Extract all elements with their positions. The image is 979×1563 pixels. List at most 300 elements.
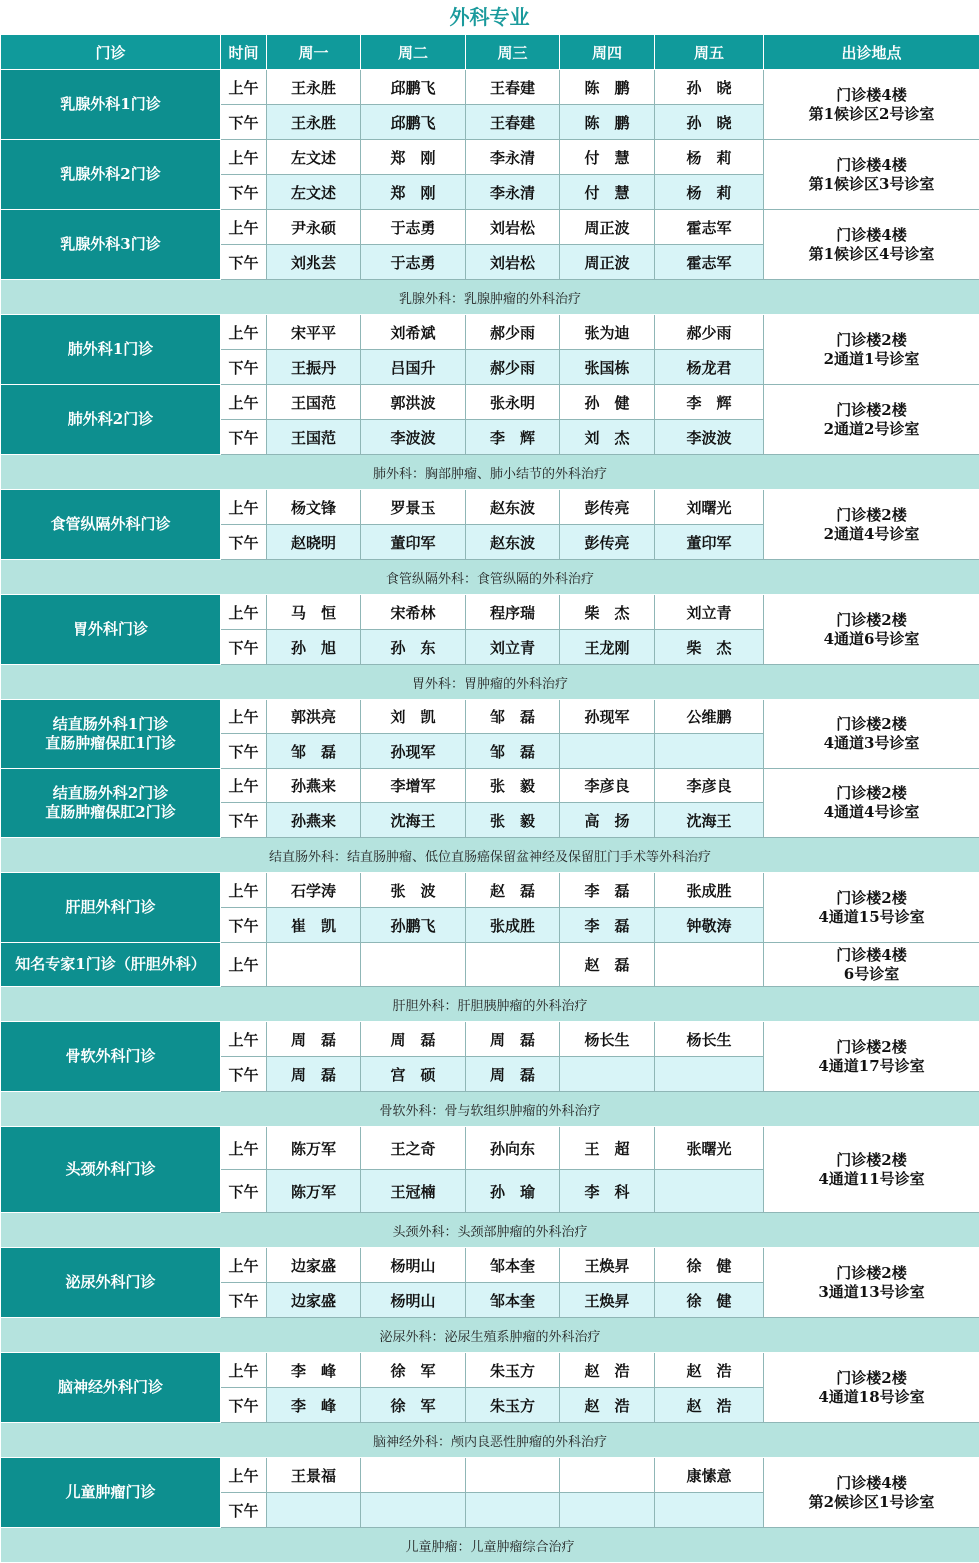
schedule-row	[1, 70, 979, 105]
location-line: 门诊楼4楼	[764, 226, 979, 245]
doctor-cell: 朱玉方	[466, 1353, 560, 1388]
doctor-cell: 公维鹏	[655, 700, 764, 734]
doctor-cell: 李彦良	[655, 769, 764, 803]
doctor-cell: 刘希斌	[361, 315, 466, 350]
doctor-cell: 李 科	[560, 1170, 655, 1213]
department-description: 胃外科：胃肿瘤的外科治疗	[1, 665, 979, 700]
clinic-location	[764, 769, 979, 838]
doctor-cell: 宋平平	[267, 315, 361, 350]
clinic-name-line: 泌尿外科门诊	[1, 1273, 220, 1292]
clinic-name-line: 直肠肿瘤保肛2门诊	[1, 803, 220, 822]
clinic-location	[764, 210, 979, 280]
doctor-cell: 霍志军	[655, 245, 764, 280]
clinic-name	[1, 385, 221, 455]
session-time: 上午	[221, 1022, 267, 1057]
department-description: 儿童肿瘤：儿童肿瘤综合治疗	[1, 1528, 979, 1563]
session-time: 下午	[221, 1170, 267, 1213]
doctor-cell	[466, 1493, 560, 1528]
doctor-cell: 杨文锋	[267, 490, 361, 525]
doctor-cell: 孙 健	[560, 385, 655, 420]
location-line: 4通道4号诊室	[764, 803, 979, 822]
doctor-cell: 王冠楠	[361, 1170, 466, 1213]
doctor-cell: 柴 杰	[655, 630, 764, 665]
doctor-cell: 康愫意	[655, 1458, 764, 1493]
department-description-row	[1, 455, 979, 490]
session-time: 上午	[221, 70, 267, 105]
clinic-name-line: 结直肠外科1门诊	[1, 715, 220, 734]
schedule-row	[1, 769, 979, 803]
doctor-cell: 马 恒	[267, 595, 361, 630]
doctor-cell: 赵 浩	[655, 1388, 764, 1423]
location-line: 4通道6号诊室	[764, 630, 979, 649]
department-description: 食管纵隔外科：食管纵隔的外科治疗	[1, 560, 979, 595]
doctor-cell: 杨 莉	[655, 140, 764, 175]
location-line: 4通道3号诊室	[764, 734, 979, 753]
location-line: 第1候诊区4号诊室	[764, 245, 979, 264]
doctor-cell: 尹永硕	[267, 210, 361, 245]
doctor-cell: 刘岩松	[466, 245, 560, 280]
location-line: 门诊楼2楼	[764, 331, 979, 350]
clinic-name-line: 食管纵隔外科门诊	[1, 515, 220, 534]
session-time: 下午	[221, 1283, 267, 1318]
doctor-cell: 霍志军	[655, 210, 764, 245]
doctor-cell: 李 磊	[560, 873, 655, 908]
header-friday: 周五	[655, 35, 764, 70]
header-wednesday: 周三	[466, 35, 560, 70]
doctor-cell: 左文述	[267, 175, 361, 210]
doctor-cell: 李增军	[361, 769, 466, 803]
doctor-cell: 张曙光	[655, 1127, 764, 1170]
clinic-location	[764, 1353, 979, 1423]
location-line: 门诊楼2楼	[764, 611, 979, 630]
doctor-cell: 彭传亮	[560, 490, 655, 525]
doctor-cell: 柴 杰	[560, 595, 655, 630]
clinic-name	[1, 1353, 221, 1423]
doctor-cell: 邱鹏飞	[361, 70, 466, 105]
doctor-cell: 于志勇	[361, 210, 466, 245]
clinic-name	[1, 769, 221, 838]
clinic-name-line: 头颈外科门诊	[1, 1160, 220, 1179]
location-line: 第1候诊区3号诊室	[764, 175, 979, 194]
doctor-cell: 王国范	[267, 385, 361, 420]
clinic-name	[1, 140, 221, 210]
location-line: 门诊楼2楼	[764, 1264, 979, 1283]
doctor-cell: 邹本奎	[466, 1248, 560, 1283]
clinic-name-line: 脑神经外科门诊	[1, 1378, 220, 1397]
doctor-cell	[361, 1458, 466, 1493]
doctor-cell: 刘兆芸	[267, 245, 361, 280]
doctor-cell: 刘立青	[466, 630, 560, 665]
doctor-cell: 刘 凯	[361, 700, 466, 734]
doctor-cell: 邹 磊	[267, 734, 361, 769]
session-time: 下午	[221, 1493, 267, 1528]
session-time: 上午	[221, 1127, 267, 1170]
doctor-cell	[655, 1493, 764, 1528]
session-time: 下午	[221, 105, 267, 140]
doctor-cell: 周正波	[560, 210, 655, 245]
doctor-cell: 陈万军	[267, 1127, 361, 1170]
session-time: 下午	[221, 734, 267, 769]
location-line: 门诊楼2楼	[764, 506, 979, 525]
session-time: 下午	[221, 908, 267, 943]
doctor-cell: 张成胜	[466, 908, 560, 943]
header-row	[1, 35, 979, 70]
clinic-location	[764, 873, 979, 943]
location-line: 门诊楼4楼	[764, 86, 979, 105]
doctor-cell: 陈 鹏	[560, 105, 655, 140]
doctor-cell: 李 辉	[466, 420, 560, 455]
doctor-cell: 李 辉	[655, 385, 764, 420]
doctor-cell: 孙现军	[560, 700, 655, 734]
doctor-cell: 刘立青	[655, 595, 764, 630]
doctor-cell: 李波波	[361, 420, 466, 455]
schedule-row	[1, 1248, 979, 1283]
session-time: 上午	[221, 1458, 267, 1493]
location-line: 3通道13号诊室	[764, 1283, 979, 1302]
doctor-cell: 王景福	[267, 1458, 361, 1493]
clinic-location	[764, 490, 979, 560]
schedule-row	[1, 315, 979, 350]
doctor-cell: 孙燕来	[267, 803, 361, 838]
clinic-name	[1, 490, 221, 560]
doctor-cell: 周 磊	[466, 1057, 560, 1092]
clinic-name	[1, 315, 221, 385]
location-line: 4通道11号诊室	[764, 1170, 979, 1189]
doctor-cell: 陈 鹏	[560, 70, 655, 105]
session-time: 下午	[221, 350, 267, 385]
doctor-cell: 王焕昇	[560, 1248, 655, 1283]
clinic-name	[1, 943, 221, 987]
session-time: 上午	[221, 385, 267, 420]
doctor-cell: 王焕昇	[560, 1283, 655, 1318]
doctor-cell	[655, 1170, 764, 1213]
doctor-cell	[466, 1458, 560, 1493]
doctor-cell: 董印军	[655, 525, 764, 560]
header-monday: 周一	[267, 35, 361, 70]
location-line: 2通道2号诊室	[764, 420, 979, 439]
clinic-location	[764, 700, 979, 769]
session-time: 下午	[221, 1388, 267, 1423]
doctor-cell: 李波波	[655, 420, 764, 455]
schedule-row	[1, 140, 979, 175]
doctor-cell: 张永明	[466, 385, 560, 420]
doctor-cell: 王 超	[560, 1127, 655, 1170]
doctor-cell: 赵 浩	[560, 1353, 655, 1388]
clinic-name-line: 乳腺外科1门诊	[1, 95, 220, 114]
page-title: 外科专业	[0, 0, 979, 34]
doctor-cell: 陈万军	[267, 1170, 361, 1213]
clinic-name-line: 儿童肿瘤门诊	[1, 1483, 220, 1502]
clinic-location	[764, 1458, 979, 1528]
doctor-cell: 李 磊	[560, 908, 655, 943]
doctor-cell	[655, 1057, 764, 1092]
location-line: 2通道1号诊室	[764, 350, 979, 369]
doctor-cell	[560, 734, 655, 769]
session-time: 上午	[221, 1353, 267, 1388]
doctor-cell: 李永清	[466, 175, 560, 210]
session-time: 上午	[221, 595, 267, 630]
session-time: 上午	[221, 943, 267, 987]
doctor-cell: 孙鹏飞	[361, 908, 466, 943]
doctor-cell: 周 磊	[466, 1022, 560, 1057]
department-description-row	[1, 838, 979, 873]
doctor-cell: 刘曙光	[655, 490, 764, 525]
department-description-row	[1, 1318, 979, 1353]
clinic-location	[764, 315, 979, 385]
clinic-name-line: 肝胆外科门诊	[1, 898, 220, 917]
doctor-cell: 郝少雨	[466, 315, 560, 350]
doctor-cell: 孙 东	[361, 630, 466, 665]
doctor-cell: 程序瑞	[466, 595, 560, 630]
department-description-row	[1, 1092, 979, 1127]
location-line: 门诊楼2楼	[764, 715, 979, 734]
doctor-cell: 徐 健	[655, 1283, 764, 1318]
doctor-cell: 孙现军	[361, 734, 466, 769]
doctor-cell	[560, 1493, 655, 1528]
doctor-cell: 张国栋	[560, 350, 655, 385]
doctor-cell: 宋希林	[361, 595, 466, 630]
clinic-name-line: 肺外科2门诊	[1, 410, 220, 429]
session-time: 下午	[221, 245, 267, 280]
doctor-cell: 李 峰	[267, 1388, 361, 1423]
location-line: 4通道15号诊室	[764, 908, 979, 927]
schedule-table	[0, 34, 979, 1563]
session-time: 上午	[221, 140, 267, 175]
doctor-cell: 杨长生	[655, 1022, 764, 1057]
clinic-name	[1, 1458, 221, 1528]
doctor-cell: 徐 军	[361, 1353, 466, 1388]
clinic-location	[764, 1248, 979, 1318]
doctor-cell: 张为迪	[560, 315, 655, 350]
doctor-cell: 郝少雨	[466, 350, 560, 385]
doctor-cell: 邹本奎	[466, 1283, 560, 1318]
doctor-cell: 赵东波	[466, 525, 560, 560]
doctor-cell: 孙 瑜	[466, 1170, 560, 1213]
doctor-cell: 周正波	[560, 245, 655, 280]
doctor-cell	[267, 943, 361, 987]
doctor-cell: 邹 磊	[466, 734, 560, 769]
clinic-location	[764, 70, 979, 140]
doctor-cell	[655, 734, 764, 769]
department-description-row	[1, 560, 979, 595]
doctor-cell: 罗景玉	[361, 490, 466, 525]
doctor-cell: 杨明山	[361, 1283, 466, 1318]
doctor-cell: 沈海王	[361, 803, 466, 838]
department-description: 乳腺外科：乳腺肿瘤的外科治疗	[1, 280, 979, 315]
clinic-name	[1, 595, 221, 665]
doctor-cell: 郭洪波	[361, 385, 466, 420]
department-description: 肝胆外科：肝胆胰肿瘤的外科治疗	[1, 987, 979, 1022]
session-time: 上午	[221, 210, 267, 245]
doctor-cell: 张 毅	[466, 769, 560, 803]
clinic-name	[1, 700, 221, 769]
doctor-cell: 钟敬涛	[655, 908, 764, 943]
location-line: 门诊楼2楼	[764, 889, 979, 908]
doctor-cell: 于志勇	[361, 245, 466, 280]
doctor-cell: 杨长生	[560, 1022, 655, 1057]
doctor-cell: 张 毅	[466, 803, 560, 838]
doctor-cell: 王国范	[267, 420, 361, 455]
doctor-cell: 赵 磊	[466, 873, 560, 908]
doctor-cell: 徐 健	[655, 1248, 764, 1283]
doctor-cell: 付 慧	[560, 140, 655, 175]
session-time: 下午	[221, 420, 267, 455]
header-thursday: 周四	[560, 35, 655, 70]
schedule-row	[1, 1127, 979, 1170]
header-tuesday: 周二	[361, 35, 466, 70]
doctor-cell	[655, 943, 764, 987]
location-line: 门诊楼2楼	[764, 1151, 979, 1170]
location-line: 门诊楼4楼	[764, 156, 979, 175]
schedule-row	[1, 943, 979, 987]
doctor-cell: 刘岩松	[466, 210, 560, 245]
doctor-cell: 高 扬	[560, 803, 655, 838]
clinic-location	[764, 140, 979, 210]
doctor-cell: 李 峰	[267, 1353, 361, 1388]
doctor-cell	[361, 943, 466, 987]
doctor-cell: 杨 莉	[655, 175, 764, 210]
schedule-row	[1, 595, 979, 630]
doctor-cell: 石学涛	[267, 873, 361, 908]
doctor-cell: 彭传亮	[560, 525, 655, 560]
session-time: 上午	[221, 490, 267, 525]
doctor-cell: 边家盛	[267, 1283, 361, 1318]
doctor-cell	[267, 1493, 361, 1528]
schedule-row	[1, 1353, 979, 1388]
schedule-body	[1, 70, 979, 1563]
department-description: 泌尿外科：泌尿生殖系肿瘤的外科治疗	[1, 1318, 979, 1353]
department-description-row	[1, 1423, 979, 1458]
doctor-cell: 赵 磊	[560, 943, 655, 987]
doctor-cell: 王永胜	[267, 70, 361, 105]
clinic-name	[1, 1127, 221, 1213]
doctor-cell: 周 磊	[361, 1022, 466, 1057]
location-line: 4通道17号诊室	[764, 1057, 979, 1076]
department-description: 脑神经外科：颅内良恶性肿瘤的外科治疗	[1, 1423, 979, 1458]
location-line: 第1候诊区2号诊室	[764, 105, 979, 124]
session-time: 上午	[221, 769, 267, 803]
doctor-cell: 吕国升	[361, 350, 466, 385]
schedule-row	[1, 210, 979, 245]
doctor-cell: 李彦良	[560, 769, 655, 803]
doctor-cell: 杨明山	[361, 1248, 466, 1283]
schedule-row	[1, 1022, 979, 1057]
clinic-location	[764, 1127, 979, 1213]
doctor-cell	[560, 1057, 655, 1092]
clinic-name-line: 直肠肿瘤保肛1门诊	[1, 734, 220, 753]
clinic-name	[1, 210, 221, 280]
session-time: 上午	[221, 700, 267, 734]
clinic-location	[764, 1022, 979, 1092]
location-line: 门诊楼2楼	[764, 1369, 979, 1388]
doctor-cell: 赵东波	[466, 490, 560, 525]
clinic-location	[764, 943, 979, 987]
department-description-row	[1, 665, 979, 700]
location-line: 门诊楼2楼	[764, 784, 979, 803]
doctor-cell: 赵 浩	[560, 1388, 655, 1423]
doctor-cell: 崔 凯	[267, 908, 361, 943]
doctor-cell: 张 波	[361, 873, 466, 908]
doctor-cell: 邱鹏飞	[361, 105, 466, 140]
doctor-cell: 王振丹	[267, 350, 361, 385]
doctor-cell: 左文述	[267, 140, 361, 175]
doctor-cell: 孙 晓	[655, 105, 764, 140]
location-line: 门诊楼4楼	[764, 1474, 979, 1493]
clinic-name-line: 乳腺外科3门诊	[1, 235, 220, 254]
doctor-cell: 郭洪亮	[267, 700, 361, 734]
location-line: 门诊楼2楼	[764, 1038, 979, 1057]
session-time: 下午	[221, 1057, 267, 1092]
header-clinic: 门诊	[1, 35, 221, 70]
department-description-row	[1, 1528, 979, 1563]
session-time: 上午	[221, 1248, 267, 1283]
doctor-cell: 周 磊	[267, 1022, 361, 1057]
clinic-name	[1, 1248, 221, 1318]
doctor-cell: 郑 刚	[361, 175, 466, 210]
clinic-name-line: 结直肠外科2门诊	[1, 784, 220, 803]
doctor-cell: 付 慧	[560, 175, 655, 210]
clinic-name-line: 肺外科1门诊	[1, 340, 220, 359]
doctor-cell: 沈海王	[655, 803, 764, 838]
doctor-cell: 赵 浩	[655, 1353, 764, 1388]
location-line: 2通道4号诊室	[764, 525, 979, 544]
doctor-cell: 李永清	[466, 140, 560, 175]
session-time: 下午	[221, 175, 267, 210]
doctor-cell: 董印军	[361, 525, 466, 560]
doctor-cell: 杨龙君	[655, 350, 764, 385]
doctor-cell: 周 磊	[267, 1057, 361, 1092]
doctor-cell: 徐 军	[361, 1388, 466, 1423]
doctor-cell: 孙 旭	[267, 630, 361, 665]
doctor-cell: 孙 晓	[655, 70, 764, 105]
clinic-location	[764, 385, 979, 455]
schedule-row	[1, 700, 979, 734]
schedule-row	[1, 490, 979, 525]
doctor-cell: 宫 硕	[361, 1057, 466, 1092]
doctor-cell: 王永胜	[267, 105, 361, 140]
location-line: 门诊楼4楼	[764, 946, 979, 965]
doctor-cell: 刘 杰	[560, 420, 655, 455]
session-time: 下午	[221, 630, 267, 665]
session-time: 上午	[221, 315, 267, 350]
header-time: 时间	[221, 35, 267, 70]
clinic-name-line: 乳腺外科2门诊	[1, 165, 220, 184]
doctor-cell	[466, 943, 560, 987]
location-line: 4通道18号诊室	[764, 1388, 979, 1407]
doctor-cell: 郝少雨	[655, 315, 764, 350]
doctor-cell: 王之奇	[361, 1127, 466, 1170]
doctor-cell: 孙向东	[466, 1127, 560, 1170]
clinic-name	[1, 70, 221, 140]
doctor-cell: 孙燕来	[267, 769, 361, 803]
schedule-row	[1, 385, 979, 420]
clinic-name-line: 知名专家1门诊（肝胆外科）	[1, 955, 220, 974]
doctor-cell: 张成胜	[655, 873, 764, 908]
schedule-row	[1, 873, 979, 908]
header-location: 出诊地点	[764, 35, 979, 70]
location-line: 6号诊室	[764, 965, 979, 984]
doctor-cell: 王春建	[466, 70, 560, 105]
doctor-cell: 邹 磊	[466, 700, 560, 734]
doctor-cell: 王龙刚	[560, 630, 655, 665]
session-time: 上午	[221, 873, 267, 908]
clinic-name	[1, 1022, 221, 1092]
department-description: 头颈外科：头颈部肿瘤的外科治疗	[1, 1213, 979, 1248]
doctor-cell: 朱玉方	[466, 1388, 560, 1423]
doctor-cell: 赵晓明	[267, 525, 361, 560]
session-time: 下午	[221, 525, 267, 560]
clinic-name-line: 胃外科门诊	[1, 620, 220, 639]
